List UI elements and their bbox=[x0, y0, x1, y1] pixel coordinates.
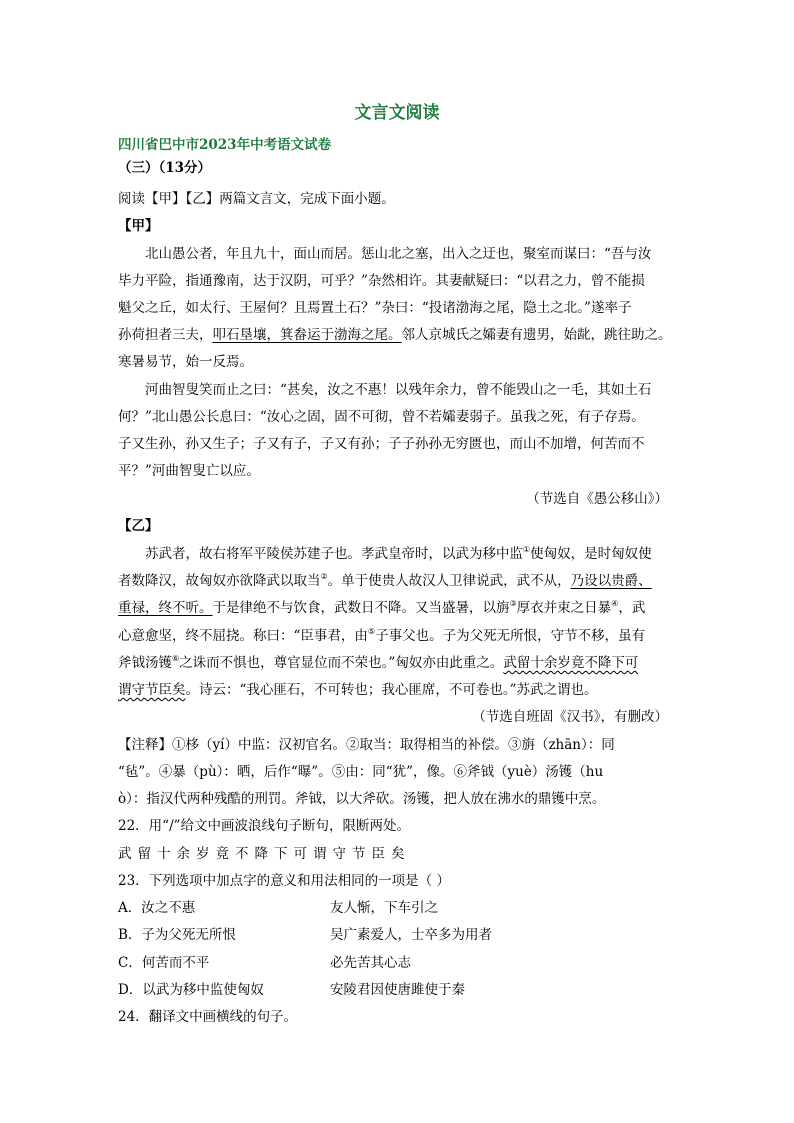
jia-line-1: 北山愚公者，年且九十，面山而居。惩山北之塞，出入之迂也，聚室而谋曰：“吾与汝 bbox=[145, 246, 652, 262]
yi-line-1b: 使匈奴，是时匈奴使 bbox=[530, 546, 652, 562]
yi-line-4b: 子事父也。子为父死无所恨，守节不移，虽有 bbox=[375, 628, 646, 644]
yi-line-3 bbox=[118, 598, 645, 618]
option-a-left: A．汝之不惠 bbox=[118, 900, 196, 916]
notes-line-3: ò）：指汉代两种残酷的刑罚。斧钺，以大斧砍。汤镬，把人放在沸水的鼎镬中烹。 bbox=[118, 791, 606, 807]
yi-line-2b: 。单于使贵人故汉人卫律说武，武不从， bbox=[327, 573, 571, 589]
option-c-left: C．何苦而不平 bbox=[118, 955, 210, 971]
yi-underlined-part-1: 乃设以贵爵、 bbox=[570, 573, 652, 589]
option-b-right: 吴广素爱人，士卒多为用者 bbox=[330, 927, 492, 943]
note-ref-4: ④ bbox=[611, 599, 619, 608]
yi-line-3a: 于是律绝不与饮食，武数日不降。又当盛暑，以旃 bbox=[212, 600, 510, 616]
option-d-left: D．以武为移中监使匈奴 bbox=[118, 982, 264, 998]
yi-line-6 bbox=[118, 680, 598, 700]
notes-line-1: 【注释】①栘（yí）中监：汉初官名。②取当：取得相当的补偿。③旃（zhān）：同 bbox=[118, 737, 615, 753]
jia-line-4 bbox=[118, 325, 672, 345]
option-c-right: 必先苦其心志 bbox=[330, 955, 411, 971]
option-a-right: 友人惭，下车引之 bbox=[330, 900, 438, 916]
section-heading: （三）（13分） bbox=[118, 160, 212, 176]
notes-line-2: “毡”。④暴（pù）：晒，后作“曝”。⑤由：同“犹”，像。⑥斧钺（yuè）汤镬（hu bbox=[118, 764, 604, 780]
jia-underlined-sentence: 叩石垦壤，箕畚运于渤海之尾。 bbox=[212, 327, 402, 343]
yi-underlined-part-2: 重禄，终不听。 bbox=[118, 600, 213, 616]
instruction: 阅读【甲】【乙】两篇文言文，完成下面小题。 bbox=[118, 191, 395, 207]
yi-citation: （节选自班固《汉书》，有删改） bbox=[472, 709, 668, 725]
note-ref-6: ⑥ bbox=[172, 654, 180, 663]
yi-wavy-sentence-part-2: 谓守节臣矣 bbox=[118, 682, 186, 698]
jia-label: 【甲】 bbox=[118, 218, 159, 234]
yi-wavy-sentence-part-1: 武留十余岁竟不降下可 bbox=[503, 655, 639, 671]
option-b-left: B．子为父死无所恨 bbox=[118, 927, 236, 943]
note-ref-1: ① bbox=[523, 545, 531, 554]
jia-line-3: 魁父之丘，如太行、王屋何？且焉置土石？”杂曰：“投诸渤海之尾，隐土之北。”遂率子 bbox=[118, 300, 632, 316]
yi-line-5 bbox=[118, 653, 638, 673]
option-d-right: 安陵君因使唐雎使于秦 bbox=[330, 982, 465, 998]
jia-line-5: 寒暑易节，始一反焉。 bbox=[118, 354, 253, 370]
exam-source: 四川省巴中市2023年中考语文试卷 bbox=[118, 137, 332, 153]
jia-line-7: 何？”北山愚公长息曰：“汝心之固，固不可彻，曾不若孀妻弱子。虽我之死，有子存焉。 bbox=[118, 409, 645, 425]
yi-label: 【乙】 bbox=[118, 518, 159, 534]
yi-line-5a: 斧钺汤镬 bbox=[118, 655, 172, 671]
yi-line-1 bbox=[145, 544, 652, 564]
question-22-sentence: 武留十余岁竟不降下可谓守节臣矣 bbox=[118, 846, 411, 862]
yi-line-6a: 。诗云：“我心匪石，不可转也；我心匪席，不可卷也。”苏武之谓也。 bbox=[185, 682, 598, 698]
jia-line-4a: 孙荷担者三夫， bbox=[118, 327, 213, 343]
question-23: 23．下列选项中加点字的意义和用法相同的一项是（ ） bbox=[118, 873, 450, 889]
yi-line-5b: 之诛而不惧也，尊官显位而不荣也。”匈奴亦由此重之。 bbox=[179, 655, 504, 671]
jia-line-4b: 邻人京城氏之孀妻有遗男，始龀，跳往助之。 bbox=[401, 327, 672, 343]
yi-line-4 bbox=[118, 626, 645, 646]
yi-line-4a: 心意愈坚，终不屈挠。称曰：“臣事君，由 bbox=[118, 628, 368, 644]
jia-line-2: 毕力平险，指通豫南，达于汉阴，可乎？”杂然相许。其妻献疑曰：“以君之力，曾不能损 bbox=[118, 273, 645, 289]
yi-line-3c: ，武 bbox=[618, 600, 646, 616]
yi-line-2 bbox=[118, 571, 652, 591]
yi-line-3b: 厚衣并束之日暴 bbox=[516, 600, 612, 616]
jia-line-9: 平？”河曲智叟亡以应。 bbox=[118, 463, 260, 479]
jia-line-8: 子又生孙，孙又生子；子又有子，子又有孙；子子孙孙无穷匮也，而山不加增，何苦而不 bbox=[118, 436, 645, 452]
note-ref-2: ② bbox=[320, 572, 328, 581]
jia-citation: （节选自《愚公移山》） bbox=[526, 491, 668, 507]
note-ref-5: ⑤ bbox=[367, 627, 376, 636]
question-24: 24．翻译文中画横线的句子。 bbox=[118, 1009, 298, 1025]
jia-line-6: 河曲智叟笑而止之曰：“甚矣，汝之不惠！以残年余力，曾不能毁山之一毛，其如土石 bbox=[145, 382, 652, 398]
page-title: 文言文阅读 bbox=[354, 103, 440, 123]
yi-line-1a: 苏武者，故右将军平陵侯苏建子也。孝武皇帝时，以武为移中监 bbox=[145, 546, 523, 562]
yi-line-2a: 者数降汉，故匈奴亦欲降武以取当 bbox=[118, 573, 321, 589]
note-ref-3: ③ bbox=[509, 599, 517, 608]
question-22: 22．用“/”给文中画波浪线句子断句，限断两处。 bbox=[118, 818, 411, 834]
